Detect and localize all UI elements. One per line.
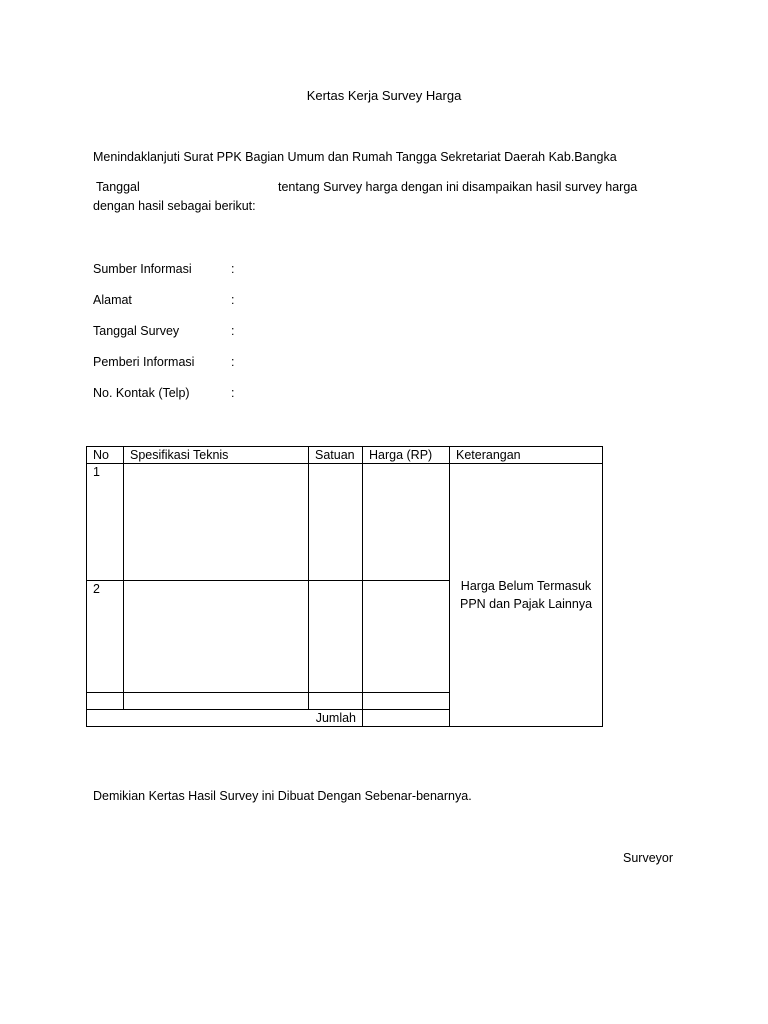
row-number: 1: [87, 464, 124, 581]
tanggal-label: Tanggal: [96, 180, 140, 194]
row-number: [87, 693, 124, 710]
satuan-cell: [309, 464, 363, 581]
document-title: Kertas Kerja Survey Harga: [306, 88, 462, 103]
closing-statement: Demikian Kertas Hasil Survey ini Dibuat Dengan Sebenar-benarnya.: [93, 789, 472, 803]
field-label-pemberi-informasi: Pemberi Informasi: [93, 355, 195, 369]
satuan-cell: [309, 581, 363, 693]
field-colon: :: [231, 386, 235, 400]
header-spesifikasi-teknis: Spesifikasi Teknis: [124, 447, 309, 464]
harga-cell: [363, 693, 450, 710]
header-no: No: [87, 447, 124, 464]
field-label-tanggal-survey: Tanggal Survey: [93, 324, 180, 338]
field-label-sumber-informasi: Sumber Informasi: [93, 262, 192, 276]
surveyor-signature-label: Surveyor: [623, 851, 674, 865]
table-header-row: [87, 447, 603, 464]
jumlah-value-cell: [363, 710, 450, 727]
jumlah-label: Jumlah: [87, 710, 363, 727]
table-row: [87, 464, 603, 581]
field-colon: :: [231, 324, 235, 338]
field-colon: :: [231, 262, 235, 276]
spesifikasi-cell: [124, 581, 309, 693]
keterangan-note: Harga Belum Termasuk PPN dan Pajak Lainnya: [450, 464, 603, 727]
field-colon: :: [231, 355, 235, 369]
field-label-no-kontak: No. Kontak (Telp): [93, 386, 190, 400]
header-harga: Harga (RP): [363, 447, 450, 464]
field-label-alamat: Alamat: [93, 293, 132, 307]
satuan-cell: [309, 693, 363, 710]
survey-table: [86, 446, 603, 727]
spesifikasi-cell: [124, 464, 309, 581]
tanggal-text-line2: dengan hasil sebagai berikut:: [93, 199, 256, 213]
header-satuan: Satuan: [309, 447, 363, 464]
header-keterangan: Keterangan: [450, 447, 603, 464]
harga-cell: [363, 581, 450, 693]
tanggal-text: tentang Survey harga dengan ini disampaikan hasil survey harga: [278, 180, 638, 194]
row-number: 2: [87, 581, 124, 693]
field-colon: :: [231, 293, 235, 307]
spesifikasi-cell: [124, 693, 309, 710]
harga-cell: [363, 464, 450, 581]
intro-paragraph: Menindaklanjuti Surat PPK Bagian Umum dan Rumah Tangga Sekretariat Daerah Kab.Bangka: [93, 150, 617, 164]
